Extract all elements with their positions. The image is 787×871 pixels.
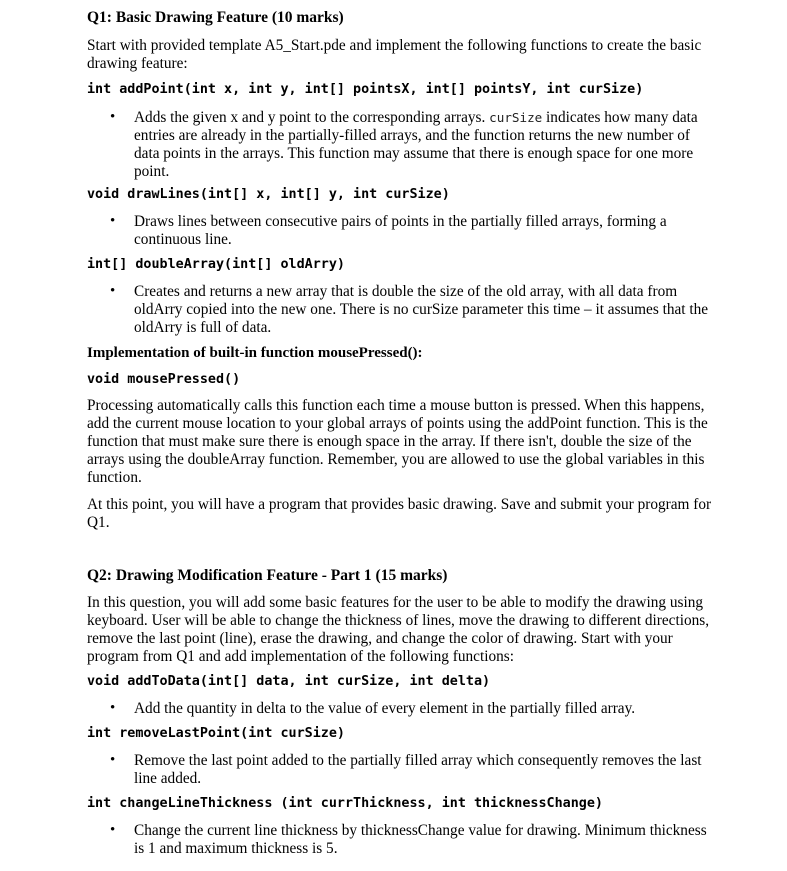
doublearray-signature: int[] doubleArray(int[] oldArry) — [87, 257, 345, 272]
addpoint-description — [134, 109, 709, 181]
addpoint-desc-part2: indicates how many data entries are already in the partially-filled arrays, and the function returns the new number of data points in the arrays. This function may assume that there is enough space for one more point. — [134, 109, 698, 180]
addtodata-signature: void addToData(int[] data, int curSize, int delta) — [87, 674, 491, 689]
q2-heading: Q2: Drawing Modification Feature - Part 1 (15 marks) — [87, 567, 448, 584]
q1-heading: Q1: Basic Drawing Feature (10 marks) — [87, 9, 344, 26]
impl-heading: Implementation of built-in function mousePressed(): — [87, 345, 423, 361]
removelastpoint-description: Remove the last point added to the partially filled array which consequently removes the last line added. — [134, 752, 702, 787]
mousepressed-signature: void mousePressed() — [87, 372, 241, 387]
addpoint-desc-part1: Adds the given x and y point to the corresponding arrays. — [134, 109, 490, 126]
bullet-marker: • — [110, 213, 116, 229]
q2-intro: In this question, you will add some basic features for the user to be able to modify the drawing using keyboard. User will be able to change the thickness of lines, move the drawing to different directions, remove the last point (line), erase the drawing, and change the color of drawing. Start with your program from Q1 and add implementation of the following functions: — [87, 594, 710, 665]
addpoint-signature: int addPoint(int x, int y, int[] pointsX, int[] pointsY, int curSize) — [87, 82, 644, 97]
drawlines-description: Draws lines between consecutive pairs of points in the partially filled arrays, forming a continuous line. — [134, 213, 667, 248]
changelinethickness-description: Change the current line thickness by thicknessChange value for drawing. Minimum thickness is 1 and maximum thickness is 5. — [134, 822, 707, 857]
mousepressed-description: Processing automatically calls this function each time a mouse button is pressed. When this happens, add the current mouse location to your global arrays of points using the addPoint function. This is the function that must make sure there is enough space in the array. If there isn't, double the size of the arrays using the doubleArray function. Remember, you are allowed to use the global variables in this function. — [87, 397, 708, 486]
changelinethickness-signature: int changeLineThickness (int currThickness, int thicknessChange) — [87, 796, 603, 811]
doublearray-description: Creates and returns a new array that is double the size of the old array, with all data from oldArry copied into the new one. There is no curSize parameter this time – it assumes that the oldArry is full of data. — [134, 283, 709, 336]
addtodata-description: Add the quantity in delta to the value of every element in the partially filled array. — [134, 700, 636, 717]
cursize-inline-code: curSize — [489, 110, 543, 125]
bullet-marker: • — [110, 283, 116, 299]
bullet-marker: • — [110, 752, 116, 768]
q1-closing: At this point, you will have a program that provides basic drawing. Save and submit your program for Q1. — [87, 496, 712, 531]
drawlines-signature: void drawLines(int[] x, int[] y, int curSize) — [87, 187, 450, 202]
bullet-marker: • — [110, 109, 116, 125]
q1-intro: Start with provided template A5_Start.pde and implement the following functions to create the basic drawing feature: — [87, 37, 702, 72]
bullet-marker: • — [110, 700, 116, 716]
bullet-marker: • — [110, 822, 116, 838]
removelastpoint-signature: int removeLastPoint(int curSize) — [87, 726, 345, 741]
